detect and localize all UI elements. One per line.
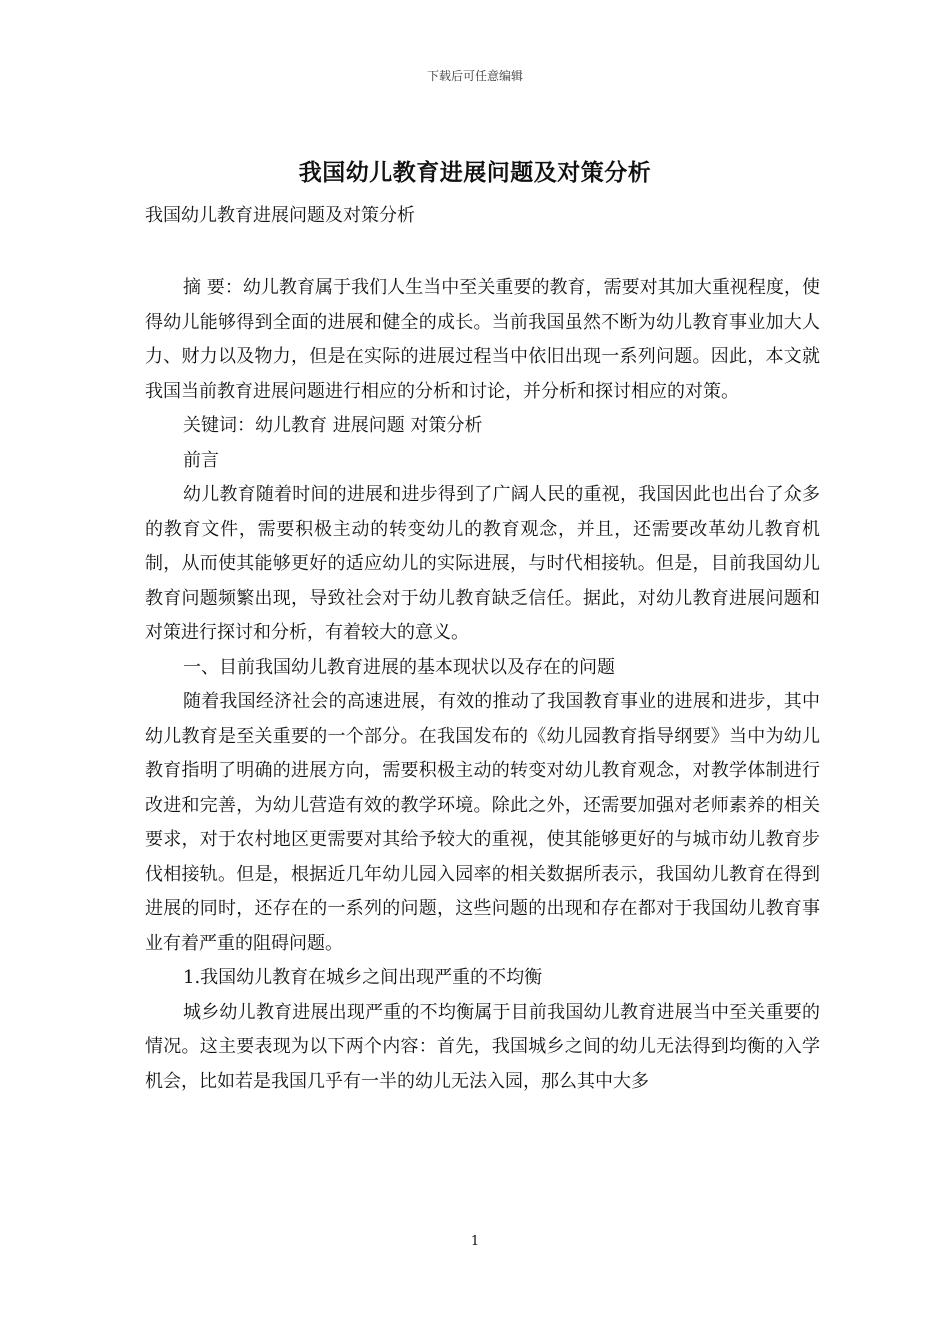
subsection-heading: 1.我国幼儿教育在城乡之间出现严重的不均衡 [183,967,543,988]
subsection-paragraph: 城乡幼儿教育进展出现严重的不均衡属于目前我国幼儿教育进展当中至关重要的情况。这主要表现为以下两个内容：首先，我国城乡之间的幼儿无法得到均衡的入学机会，比如若是我国几乎有一半的幼儿无法入园，那么其中大多 [145,1001,820,1092]
page-number: 1 [470,1234,480,1249]
document-body [145,271,820,1099]
keywords-paragraph: 关键词：幼儿教育 进展问题 对策分析 [183,415,483,436]
document-title: 我国幼儿教育进展问题及对策分析 [298,159,652,186]
document-subtitle: 我国幼儿教育进展问题及对策分析 [145,205,415,226]
section-paragraph: 随着我国经济社会的高速进展，有效的推动了我国教育事业的进展和进步，其中幼儿教育是至关重要的一个部分。在我国发布的《幼儿园教育指导纲要》当中为幼儿教育指明了明确的进展方向，需要积极主动的转变对幼儿教育观念，对教学体制进行改进和完善，为幼儿营造有效的教学环境。除此之外，还需要加强对老师素养的相关要求，对于农村地区更需要对其给予较大的重视，使其能够更好的与城市幼儿教育步伐相接轨。但是，根据近几年幼儿园入园率的相关数据所表示，我国幼儿教育在得到进展的同时，还存在的一系列的问题，这些问题的出现和存在都对于我国幼儿教育事业有着严重的阻碍问题。 [145,691,820,954]
abstract-paragraph: 摘 要：幼儿教育属于我们人生当中至关重要的教育，需要对其加大重视程度，使得幼儿能够得到全面的进展和健全的成长。当前我国虽然不断为幼儿教育事业加大人力、财力以及物力，但是在实际的进展过程当中依旧出现一系列问题。因此，本文就我国当前教育进展问题进行相应的分析和讨论，并分析和探讨相应的对策。 [145,277,820,402]
preface-paragraph: 幼儿教育随着时间的进展和进步得到了广阔人民的重视，我国因此也出台了众多的教育文件，需要积极主动的转变幼儿的教育观念，并且，还需要改革幼儿教育机制，从而使其能够更好的适应幼儿的实际进展，与时代相接轨。但是，目前我国幼儿教育问题频繁出现，导致社会对于幼儿教育缺乏信任。据此，对幼儿教育进展问题和对策进行探讨和分析，有着较大的意义。 [145,484,820,643]
section-heading: 一、目前我国幼儿教育进展的基本现状以及存在的问题 [183,656,615,678]
preface-heading: 前言 [183,449,219,471]
header-note: 下载后可任意编辑 [426,69,523,83]
